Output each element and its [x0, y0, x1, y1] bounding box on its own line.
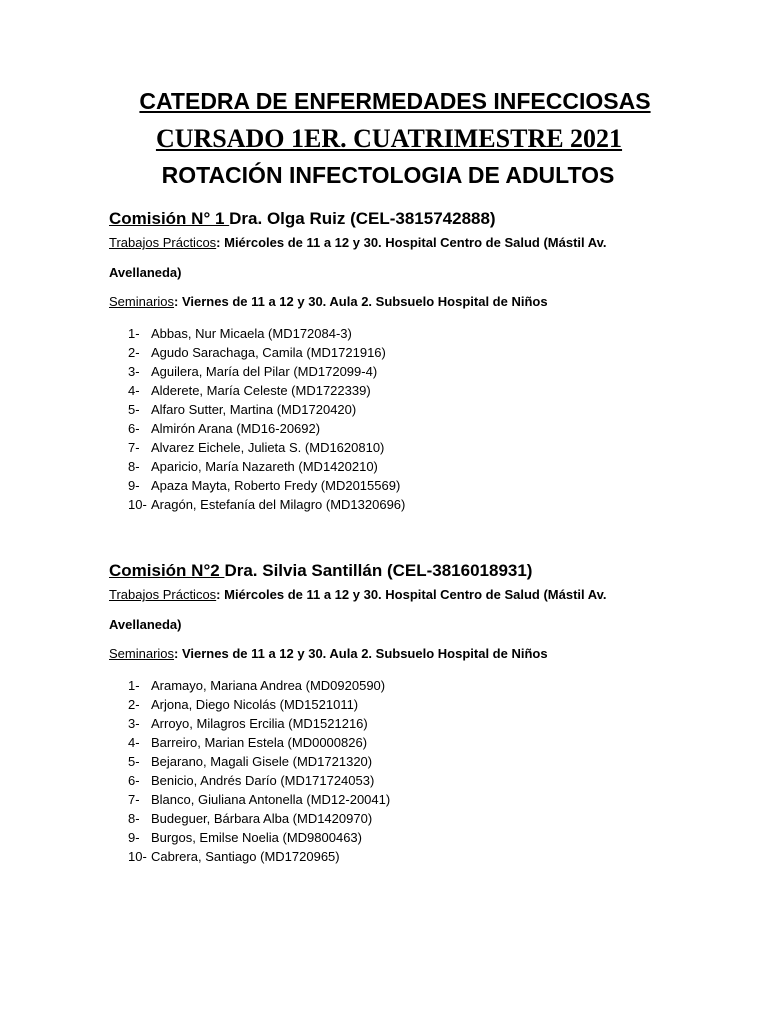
commission-doctor: Dra. Silvia Santillán (CEL-3816018931): [224, 561, 533, 580]
list-item-number: 8-: [128, 459, 140, 474]
list-item-name: Agudo Sarachaga, Camila (MD1721916): [151, 345, 386, 360]
practical-work-label: Trabajos Prácticos: [109, 587, 217, 602]
list-item-number: 2-: [128, 697, 140, 712]
list-item-name: Aragón, Estefanía del Milagro (MD1320696): [151, 497, 406, 512]
list-item-number: 9-: [128, 478, 140, 493]
list-item-number: 8-: [128, 811, 140, 826]
list-item-name: Burgos, Emilse Noelia (MD9800463): [151, 830, 362, 845]
list-item-name: Budeguer, Bárbara Alba (MD1420970): [151, 811, 373, 826]
list-item-name: Cabrera, Santiago (MD1720965): [151, 849, 340, 864]
list-item: [109, 752, 669, 771]
list-item: [109, 381, 669, 400]
list-item-name: Aramayo, Mariana Andrea (MD0920590): [151, 678, 386, 693]
list-item-number: 3-: [128, 364, 140, 379]
list-item: [109, 828, 669, 847]
student-list: [109, 676, 669, 866]
seminars-label: Seminarios: [109, 294, 175, 309]
seminars-label: Seminarios: [109, 646, 175, 661]
list-item: [109, 362, 669, 381]
list-item: [109, 676, 669, 695]
list-item-name: Benicio, Andrés Darío (MD171724053): [151, 773, 375, 788]
practical-work-continuation: Avellaneda): [109, 617, 182, 632]
list-item-number: 3-: [128, 716, 140, 731]
page-title: CATEDRA DE ENFERMEDADES INFECCIOSAS: [139, 88, 651, 114]
practical-work-text: : Miércoles de 11 a 12 y 30. Hospital Centro de Salud (Mástil Av.: [216, 235, 607, 250]
page-subtitle: CURSADO 1ER. CUATRIMESTRE 2021: [155, 124, 623, 153]
list-item: [109, 809, 669, 828]
list-item: [109, 695, 669, 714]
list-item-name: Alfaro Sutter, Martina (MD1720420): [151, 402, 357, 417]
list-item-number: 5-: [128, 402, 140, 417]
list-item: [109, 733, 669, 752]
commission-heading: [109, 209, 669, 235]
list-item: [109, 400, 669, 419]
list-item-number: 2-: [128, 345, 140, 360]
seminars-text: : Viernes de 11 a 12 y 30. Aula 2. Subsuelo Hospital de Niños: [174, 294, 548, 309]
commission-2: [109, 561, 669, 866]
practical-work-label: Trabajos Prácticos: [109, 235, 217, 250]
list-item: [109, 495, 669, 514]
list-item-number: 9-: [128, 830, 140, 845]
commission-label: Comisión N°2: [109, 561, 225, 580]
list-item: [109, 476, 669, 495]
list-item-number: 5-: [128, 754, 140, 769]
rotation-title: ROTACIÓN INFECTOLOGIA DE ADULTOS: [161, 162, 615, 188]
list-item: [109, 771, 669, 790]
list-item-number: 6-: [128, 421, 140, 436]
list-item: [109, 457, 669, 476]
list-item-name: Aguilera, María del Pilar (MD172099-4): [151, 364, 378, 379]
list-item-name: Arjona, Diego Nicolás (MD1521011): [151, 697, 359, 712]
practical-work-text: : Miércoles de 11 a 12 y 30. Hospital Centro de Salud (Mástil Av.: [216, 587, 607, 602]
practical-work-line: [109, 235, 669, 265]
seminars-line: [109, 294, 669, 324]
list-item-number: 6-: [128, 773, 140, 788]
commission-1: [109, 209, 669, 514]
list-item-name: Bejarano, Magali Gisele (MD1721320): [151, 754, 373, 769]
student-list: [109, 324, 669, 514]
list-item-number: 10-: [128, 849, 147, 864]
list-item-name: Barreiro, Marian Estela (MD0000826): [151, 735, 368, 750]
list-item: [109, 714, 669, 733]
list-item-name: Alderete, María Celeste (MD1722339): [151, 383, 371, 398]
commission-label: Comisión N° 1: [109, 209, 230, 228]
list-item: [109, 343, 669, 362]
list-item-name: Blanco, Giuliana Antonella (MD12-20041): [151, 792, 391, 807]
list-item-name: Almirón Arana (MD16-20692): [151, 421, 321, 436]
list-item: [109, 847, 669, 866]
list-item-number: 10-: [128, 497, 147, 512]
practical-work-continuation: Avellaneda): [109, 265, 182, 280]
list-item-number: 4-: [128, 735, 140, 750]
commission-heading: [109, 561, 669, 587]
seminars-text: : Viernes de 11 a 12 y 30. Aula 2. Subsuelo Hospital de Niños: [174, 646, 548, 661]
list-item-number: 7-: [128, 440, 140, 455]
list-item-number: 4-: [128, 383, 140, 398]
list-item-name: Alvarez Eichele, Julieta S. (MD1620810): [151, 440, 385, 455]
list-item-name: Apaza Mayta, Roberto Fredy (MD2015569): [151, 478, 401, 493]
list-item-name: Abbas, Nur Micaela (MD172084-3): [151, 326, 352, 341]
list-item-name: Aparicio, María Nazareth (MD1420210): [151, 459, 378, 474]
seminars-line: [109, 646, 669, 676]
list-item-number: 1-: [128, 678, 140, 693]
practical-work-line: [109, 587, 669, 617]
list-item: [109, 438, 669, 457]
list-item-name: Arroyo, Milagros Ercilia (MD1521216): [151, 716, 368, 731]
list-item: [109, 419, 669, 438]
list-item: [109, 324, 669, 343]
list-item-number: 7-: [128, 792, 140, 807]
list-item-number: 1-: [128, 326, 140, 341]
commission-doctor: Dra. Olga Ruiz (CEL-3815742888): [229, 209, 496, 228]
list-item: [109, 790, 669, 809]
